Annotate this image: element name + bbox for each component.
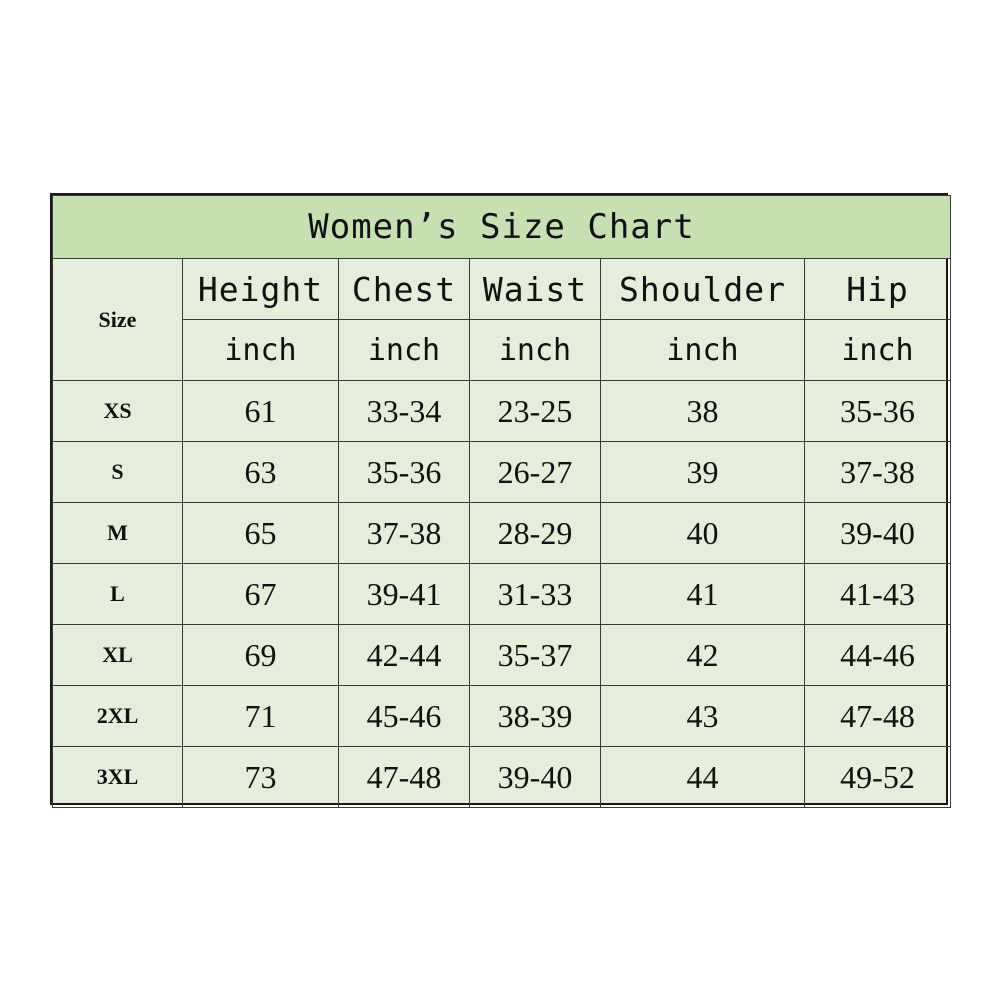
table-row [53, 625, 951, 686]
table-row [53, 747, 951, 808]
table-cell-height: 63 [183, 442, 339, 503]
table-cell-chest: 37-38 [339, 503, 470, 564]
table-cell-chest: 35-36 [339, 442, 470, 503]
table-row [53, 564, 951, 625]
size-label: XS [53, 381, 183, 442]
table-cell-waist: 26-27 [470, 442, 601, 503]
table-cell-hip: 47-48 [805, 686, 951, 747]
size-label: S [53, 442, 183, 503]
table-cell-waist: 23-25 [470, 381, 601, 442]
table-cell-chest: 45-46 [339, 686, 470, 747]
table-cell-hip: 35-36 [805, 381, 951, 442]
table-cell-hip: 39-40 [805, 503, 951, 564]
table-cell-waist: 39-40 [470, 747, 601, 808]
table-cell-chest: 42-44 [339, 625, 470, 686]
size-column-header: Size [53, 259, 183, 381]
table-cell-waist: 35-37 [470, 625, 601, 686]
table-cell-height: 69 [183, 625, 339, 686]
table-cell-hip: 41-43 [805, 564, 951, 625]
table-cell-chest: 47-48 [339, 747, 470, 808]
size-label: L [53, 564, 183, 625]
table-cell-height: 65 [183, 503, 339, 564]
table-cell-waist: 31-33 [470, 564, 601, 625]
column-header-height: Height [183, 259, 339, 320]
column-unit-waist: inch [470, 320, 601, 381]
table-cell-shoulder: 41 [601, 564, 805, 625]
size-table [52, 195, 951, 808]
table-cell-height: 67 [183, 564, 339, 625]
table-cell-hip: 37-38 [805, 442, 951, 503]
table-cell-height: 71 [183, 686, 339, 747]
column-header-chest: Chest [339, 259, 470, 320]
table-cell-hip: 49-52 [805, 747, 951, 808]
size-chart [50, 193, 948, 805]
table-row [53, 381, 951, 442]
column-unit-shoulder: inch [601, 320, 805, 381]
chart-title: Women’s Size Chart [53, 196, 951, 259]
column-header-shoulder: Shoulder [601, 259, 805, 320]
column-header-waist: Waist [470, 259, 601, 320]
table-cell-height: 73 [183, 747, 339, 808]
column-unit-hip: inch [805, 320, 951, 381]
table-cell-hip: 44-46 [805, 625, 951, 686]
size-label: M [53, 503, 183, 564]
column-unit-chest: inch [339, 320, 470, 381]
table-row [53, 442, 951, 503]
table-cell-waist: 28-29 [470, 503, 601, 564]
table-cell-height: 61 [183, 381, 339, 442]
table-cell-shoulder: 44 [601, 747, 805, 808]
size-label: XL [53, 625, 183, 686]
size-label: 3XL [53, 747, 183, 808]
column-unit-height: inch [183, 320, 339, 381]
table-cell-waist: 38-39 [470, 686, 601, 747]
table-cell-shoulder: 42 [601, 625, 805, 686]
column-header-hip: Hip [805, 259, 951, 320]
table-row [53, 686, 951, 747]
table-cell-chest: 33-34 [339, 381, 470, 442]
table-cell-chest: 39-41 [339, 564, 470, 625]
table-row [53, 503, 951, 564]
table-cell-shoulder: 39 [601, 442, 805, 503]
table-cell-shoulder: 40 [601, 503, 805, 564]
size-label: 2XL [53, 686, 183, 747]
table-cell-shoulder: 43 [601, 686, 805, 747]
table-cell-shoulder: 38 [601, 381, 805, 442]
